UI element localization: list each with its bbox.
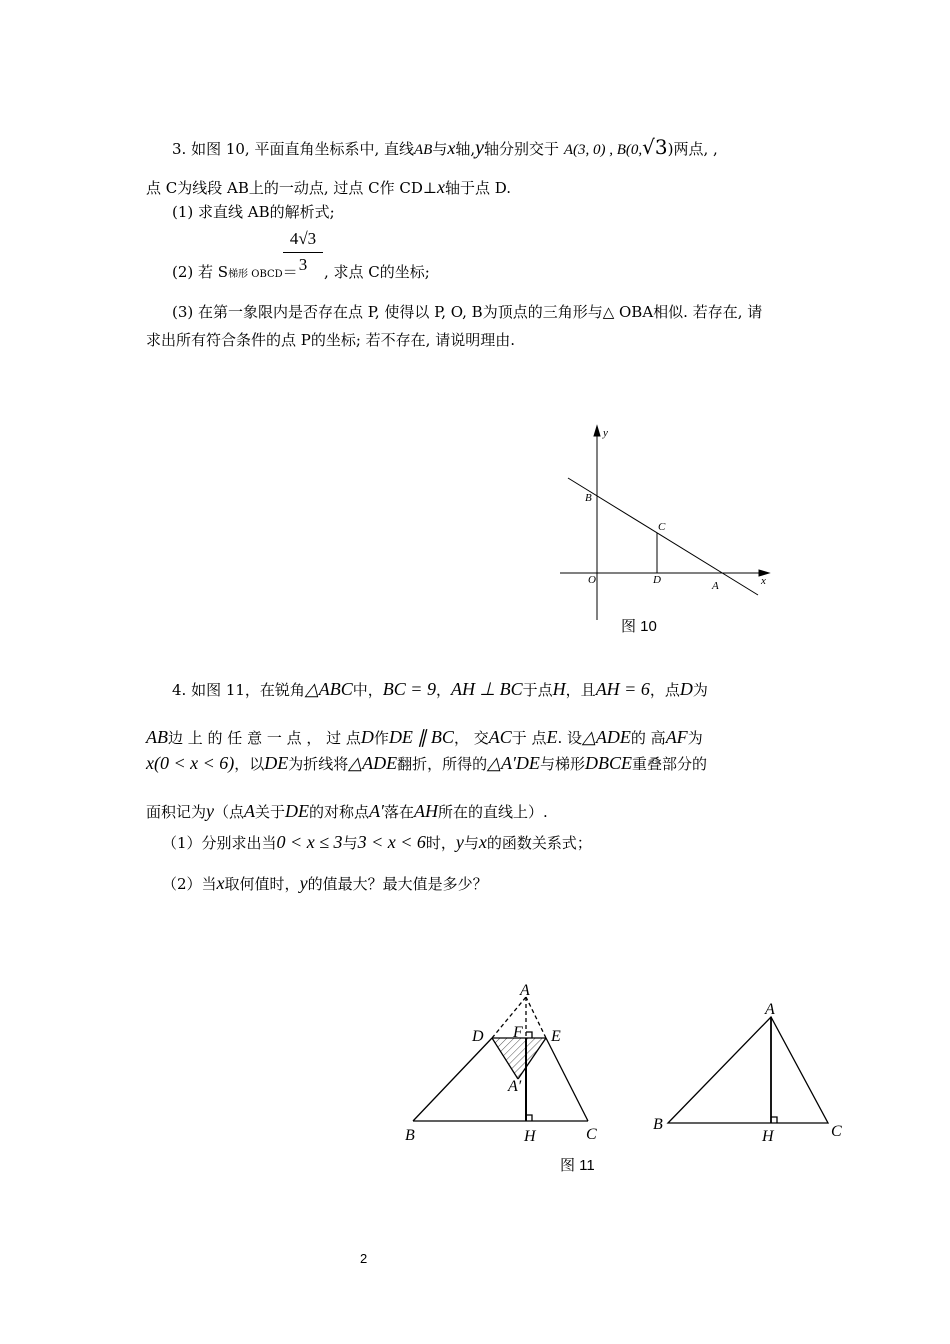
label-o: O: [588, 574, 596, 586]
figure-11: [400, 975, 860, 1150]
y-axis-arrow: [594, 426, 600, 436]
label-h-right: H: [762, 1128, 774, 1145]
figure-10-caption: 图 10: [621, 618, 657, 635]
p3-fraction-numerator: 4√3: [289, 229, 317, 248]
p4-question-1: （1）分别求出当0 < x ≤ 3与3 < x < 6时，y与x的函数关系式；: [162, 832, 592, 852]
triangle-abc: [668, 1017, 828, 1123]
p3-fraction-denominator: 3: [298, 255, 308, 274]
label-y: y: [603, 427, 608, 439]
p3-line2: 点 C为线段 AB上的一动点, 过点 C作 CD⊥x轴于点 D.: [146, 177, 512, 197]
label-b: B: [405, 1127, 415, 1144]
label-e: E: [551, 1028, 561, 1045]
p3-line1: 3. 如图 10, 平面直角坐标系中, 直线AB与x轴,y轴分别交于 A(3, 0) , B(0,√3)两点, ,: [172, 135, 718, 159]
p3-question-2-tail: , 求点 C的坐标;: [324, 263, 430, 281]
label-h: H: [524, 1128, 536, 1145]
right-angle-h-right: [771, 1117, 777, 1123]
label-d: D: [653, 574, 661, 586]
label-f: F: [513, 1024, 523, 1041]
side-ab-lower: [413, 1038, 492, 1121]
p4-line3: x(0 < x < 6)，以DE为折线将△ADE翻折，所得的△A′DE与梯形DBCE重叠部分的: [146, 753, 707, 773]
p3-question-2: (2) 若 S梯形 OBCD＝: [172, 263, 298, 281]
label-b: B: [585, 492, 592, 504]
p4-line4: 面积记为y（点A关于DE的对称点A′落在AH所在的直线上）.: [146, 801, 548, 821]
figure-10: [555, 420, 785, 620]
p4-question-2: （2）当x取何值时，y的值最大？最大值是多少？: [162, 873, 488, 893]
p3-question-1: (1) 求直线 AB的解析式;: [172, 203, 335, 221]
label-a-right: A: [765, 1001, 775, 1018]
label-c-right: C: [831, 1123, 842, 1140]
right-angle-f: [526, 1032, 532, 1038]
page-number: 2: [360, 1251, 368, 1266]
label-c: C: [586, 1126, 597, 1143]
label-c: C: [658, 521, 666, 533]
figure-11-right: [668, 1017, 828, 1123]
shaded-overlap: [492, 1038, 546, 1079]
side-ac-lower: [546, 1038, 588, 1121]
label-a: A: [520, 982, 530, 999]
p3-question-3-line1: (3) 在第一象限内是否存在点 P, 使得以 P, O, B为顶点的三角形与△ OBA相似. 若存在, 请: [172, 303, 763, 321]
label-a: A: [712, 580, 719, 592]
figure-11-caption: 图 11: [560, 1157, 595, 1174]
label-b-right: B: [653, 1116, 663, 1133]
figure-11-left: [413, 997, 588, 1121]
p3-question-3-line2: 求出所有符合条件的点 P的坐标; 若不存在, 请说明理由.: [146, 331, 515, 349]
label-a-prime: A′: [508, 1078, 522, 1095]
label-d: D: [472, 1028, 484, 1045]
p4-line1: 4. 如图 11，在锐角△ABC中，BC = 9，AH ⊥ BC于点H，且AH = 6，点D为: [172, 679, 708, 699]
label-x: x: [761, 575, 766, 587]
p4-line2: AB边 上 的 任 意 一 点 ， 过 点D作DE ∥ BC， 交AC于 点E. 设△ADE的 高AF为: [146, 727, 703, 747]
